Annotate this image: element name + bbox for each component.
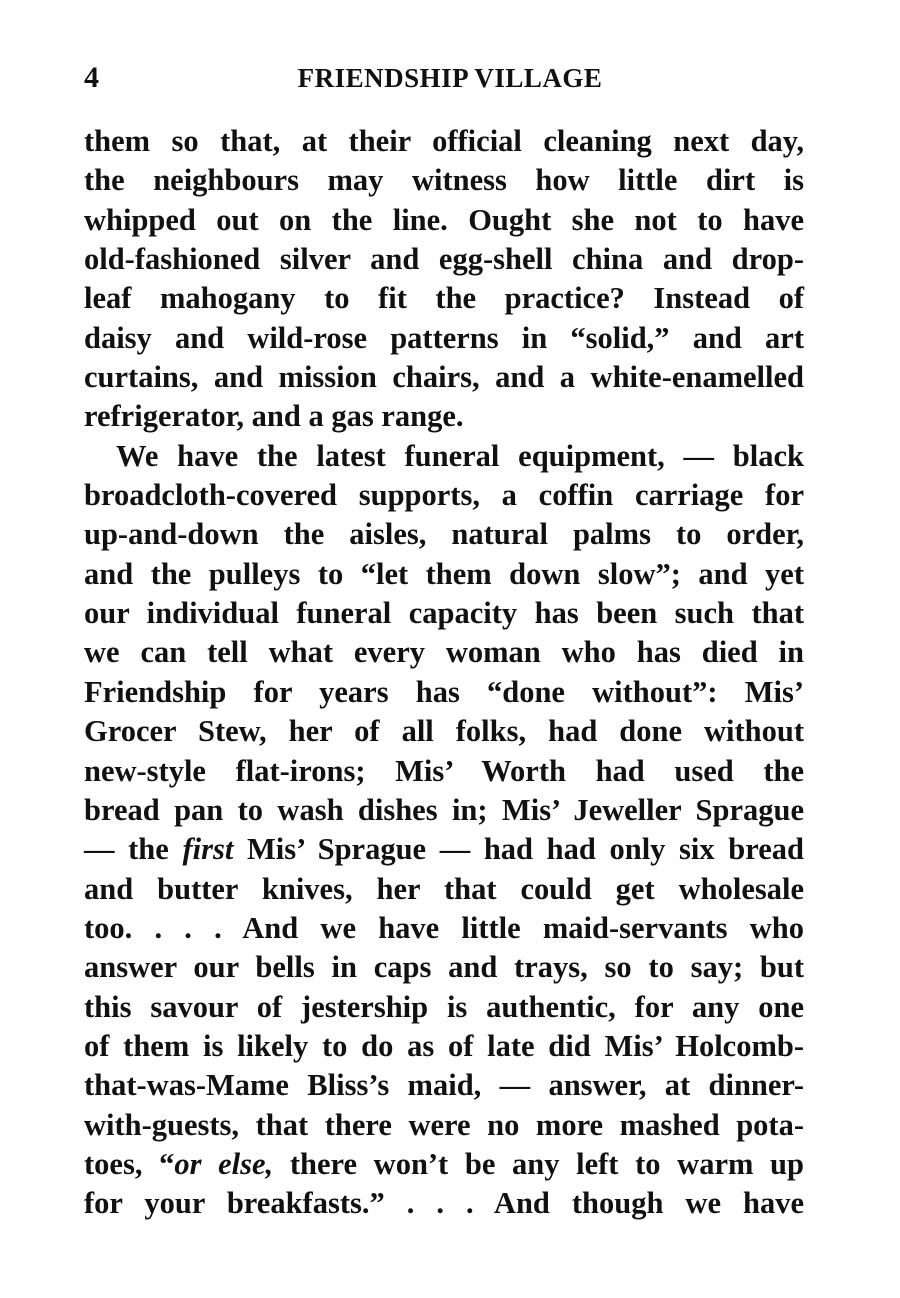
text-line: old-fashioned silver and egg-shell china and drop- [84, 242, 804, 277]
text-run: Mis’ Sprague — had had only six bread [233, 832, 804, 867]
text-line: up-and-down the aisles, natural palms to order, [84, 517, 804, 552]
text-run: toes, “ [84, 1146, 175, 1181]
text-line: Friendship for years has “done without”: Mis’ [84, 674, 804, 709]
text-run: there won’t be any left to warm up [273, 1146, 804, 1181]
text-line: answer our bells in caps and trays, so to say; but [84, 950, 804, 985]
text-line: and the pulleys to “let them down slow”; and yet [84, 556, 804, 591]
text-line [84, 1145, 804, 1184]
text-line: of them is likely to do as of late did Mis’ Holcomb- [84, 1028, 804, 1063]
text-line: and butter knives, her that could get wholesale [84, 871, 804, 906]
text-line: whipped out on the line. Ought she not to have [84, 202, 804, 237]
text-line: our individual funeral capacity has been such that [84, 596, 804, 631]
text-line: broadcloth-covered supports, a coffin carriage for [84, 478, 804, 513]
text-line: too. . . . And we have little maid-servants who [84, 910, 804, 945]
text-line: bread pan to wash dishes in; Mis’ Jeweller Sprague [84, 792, 804, 827]
text-line: We have the latest funeral equipment, — black [116, 438, 804, 473]
text-line [84, 830, 804, 869]
text-line: we can tell what every woman who has died in [84, 635, 804, 670]
italic-word: or else, [174, 1146, 274, 1181]
text-line: curtains, and mission chairs, and a white-enamelled [84, 360, 804, 395]
body-text [84, 122, 804, 1224]
text-line: this savour of jestership is authentic, for any one [84, 989, 804, 1024]
italic-word: first [182, 832, 234, 867]
page-number: 4 [84, 61, 99, 94]
text-line: leaf mahogany to fit the practice? Instead of [84, 281, 804, 316]
text-line: them so that, at their official cleaning next day, [84, 124, 804, 158]
text-line: with-guests, that there were no more mashed pota- [84, 1107, 804, 1142]
text-run: — the [84, 832, 183, 867]
text-line: for your breakfasts.” . . . And though we have [84, 1186, 804, 1221]
text-line: that-was-Mame Bliss’s maid, — answer, at dinner- [84, 1068, 804, 1103]
text-line: new-style flat-irons; Mis’ Worth had used the [84, 753, 804, 788]
text-line: refrigerator, and a gas range. [84, 399, 464, 434]
running-title: FRIENDSHIP VILLAGE [297, 63, 603, 93]
text-line: daisy and wild-rose patterns in “solid,” and art [84, 320, 804, 355]
text-line: the neighbours may witness how little dirt is [84, 163, 804, 198]
text-line: Grocer Stew, her of all folks, had done without [84, 714, 804, 749]
